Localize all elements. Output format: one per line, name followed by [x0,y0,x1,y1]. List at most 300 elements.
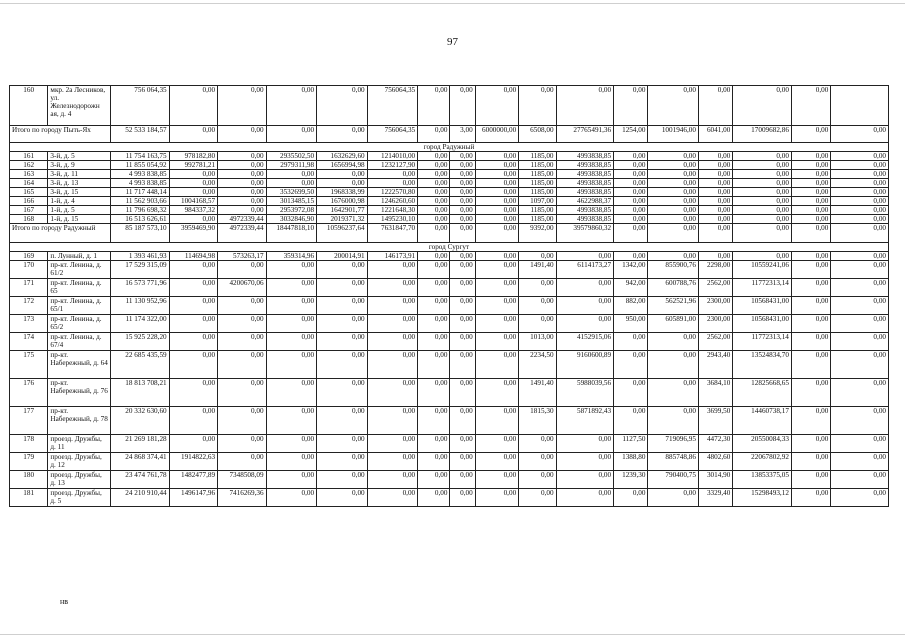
table-cell: пр-кт. Набережный, д. 64 [48,351,111,379]
table-cell: 0,00 [831,206,889,215]
table-cell: 0,00 [791,297,830,315]
table-cell: 0,00 [556,279,614,297]
table-cell: 0,00 [831,297,889,315]
table-cell: 0,00 [218,161,266,170]
table-cell: 3032846,90 [266,215,317,224]
table-cell: 0,00 [418,215,450,224]
table-cell: 0,00 [218,333,266,351]
table-cell: 0,00 [475,435,518,453]
table-cell: 85 187 573,10 [111,224,170,243]
table-cell: 0,00 [418,279,450,297]
table-cell: 181 [10,489,48,507]
table-cell: 0,00 [218,261,266,279]
table-cell: 10559241,06 [733,261,792,279]
table-cell: 11 174 322,00 [111,315,170,333]
table-cell: 0,00 [556,86,614,126]
table-cell: 0,00 [733,224,792,243]
table-cell: 2300,00 [698,297,732,315]
table-cell: 0,00 [317,126,368,143]
table-cell: 0,00 [733,252,792,261]
table-cell: 0,00 [450,279,475,297]
table-cell: 0,00 [450,224,475,243]
table-cell: 4993838,85 [556,188,614,197]
table-cell: 0,00 [418,188,450,197]
table-cell: 179 [10,453,48,471]
table-cell: 1001946,00 [648,126,699,143]
table-cell: 0,00 [367,351,418,379]
table-cell: 0,00 [266,471,317,489]
table-cell: 562521,96 [648,297,699,315]
table-cell: 0,00 [475,297,518,315]
table-cell: 3699,50 [698,407,732,435]
table-cell: 0,00 [418,126,450,143]
table-cell: 0,00 [698,161,732,170]
table-cell: 0,00 [367,170,418,179]
table-cell: 0,00 [791,215,830,224]
table-cell: 0,00 [791,252,830,261]
table-cell: 3329,40 [698,489,732,507]
table-cell: 0,00 [733,206,792,215]
table-cell: 756064,35 [367,86,418,126]
table-cell: 0,00 [648,197,699,206]
table-cell: 0,00 [418,435,450,453]
table-cell: 0,00 [614,489,648,507]
table-cell: 1221648,30 [367,206,418,215]
table-cell: 0,00 [475,351,518,379]
table-cell: 0,00 [367,179,418,188]
table-cell: 1815,30 [519,407,556,435]
table-cell: 0,00 [831,179,889,188]
table-cell: 165 [10,188,48,197]
table-row [10,86,889,126]
table-cell: 171 [10,279,48,297]
table-cell: 0,00 [266,407,317,435]
table-cell: 0,00 [418,379,450,407]
table-cell: 0,00 [831,152,889,161]
table-row [10,179,889,188]
table-cell: 0,00 [791,206,830,215]
table-cell: пр-кт. Набережный, д. 76 [48,379,111,407]
table-cell: проезд. Дружбы, д. 12 [48,453,111,471]
table-cell: 1 393 461,93 [111,252,170,261]
table-cell: 0,00 [831,170,889,179]
table-cell: 0,00 [450,333,475,351]
table-cell: 170 [10,261,48,279]
table-cell: 11 717 448,14 [111,188,170,197]
table-cell: 0,00 [698,206,732,215]
table-cell: 0,00 [648,152,699,161]
table-cell: 0,00 [791,489,830,507]
table-cell: 0,00 [614,252,648,261]
table-cell: 0,00 [475,453,518,471]
table-cell: 0,00 [450,315,475,333]
table-cell: 0,00 [317,489,368,507]
table-cell: 0,00 [614,161,648,170]
table-cell: 0,00 [519,489,556,507]
table-cell: 0,00 [450,261,475,279]
table-cell: 0,00 [831,315,889,333]
table-cell: 0,00 [614,333,648,351]
table-cell: 978182,80 [169,152,217,161]
table-cell: 885748,86 [648,453,699,471]
footer-mark: нв [60,597,69,606]
table-cell: 0,00 [367,297,418,315]
table-cell: 719096,95 [648,435,699,453]
table-cell: 0,00 [614,206,648,215]
table-cell: 0,00 [367,333,418,351]
table-cell: 0,00 [450,379,475,407]
table-cell: 14460738,17 [733,407,792,435]
table-cell: 6114173,27 [556,261,614,279]
table-cell [831,86,889,126]
table-cell: 0,00 [266,279,317,297]
table-cell: 6041,00 [698,126,732,143]
table-cell: 0,00 [648,215,699,224]
table-cell: 52 533 184,57 [111,126,170,143]
table-cell: 0,00 [418,471,450,489]
table-cell: 180 [10,471,48,489]
table-cell: 0,00 [266,489,317,507]
table-cell: 16 513 626,61 [111,215,170,224]
table-cell: 0,00 [218,435,266,453]
table-cell: 24 210 910,44 [111,489,170,507]
table-cell: 0,00 [733,197,792,206]
table-cell: 0,00 [791,315,830,333]
scan-bottom-edge [0,634,905,635]
table-cell: 7416269,36 [218,489,266,507]
table-row [10,453,889,471]
table-cell: 0,00 [418,170,450,179]
table-row [10,261,889,279]
table-cell: 11 130 952,96 [111,297,170,315]
table-cell: 0,00 [614,224,648,243]
table-cell: 1239,30 [614,471,648,489]
table-cell: 0,00 [791,86,830,126]
table-row [10,315,889,333]
table-cell: 0,00 [367,315,418,333]
table-cell: 0,00 [418,333,450,351]
table-cell: 0,00 [475,215,518,224]
table-cell: 0,00 [648,170,699,179]
table-cell: 0,00 [698,170,732,179]
table-cell: 1185,00 [519,206,556,215]
table-cell: 0,00 [831,252,889,261]
table-cell: 0,00 [475,279,518,297]
table-cell: 0,00 [791,435,830,453]
table-cell: 3-й, д. 11 [48,170,111,179]
table-cell: 0,00 [418,261,450,279]
table-cell: 0,00 [475,261,518,279]
table-cell: 178 [10,435,48,453]
table-cell: 0,00 [450,206,475,215]
table-cell: 0,00 [266,453,317,471]
table-cell: 0,00 [418,197,450,206]
table-cell: 0,00 [317,179,368,188]
table-cell: 0,00 [475,152,518,161]
table-cell: пр-кт. Ленина, д. 65 [48,279,111,297]
table-cell: 4993838,85 [556,206,614,215]
table-cell: 11 562 903,66 [111,197,170,206]
table-cell: 0,00 [317,379,368,407]
table-cell: 3-й, д. 15 [48,188,111,197]
table-cell: 984337,32 [169,206,217,215]
table-cell: 4993838,85 [556,215,614,224]
table-cell: 0,00 [317,279,368,297]
table-cell: 0,00 [317,315,368,333]
table-cell: 0,00 [266,86,317,126]
scan-top-edge [0,3,905,4]
table-cell: 0,00 [450,188,475,197]
table-cell: 0,00 [169,188,217,197]
table-cell: 0,00 [831,471,889,489]
table-cell: 0,00 [169,126,217,143]
table-cell: 1254,00 [614,126,648,143]
table-cell: 6508,00 [519,126,556,143]
table-cell: 10568431,00 [733,297,792,315]
table-cell: 24 868 374,41 [111,453,170,471]
table-cell: 0,00 [556,297,614,315]
table-cell: 0,00 [733,188,792,197]
table-cell: 0,00 [556,315,614,333]
table-cell: 0,00 [614,197,648,206]
table-cell: 2562,00 [698,333,732,351]
table-cell: 1656994,98 [317,161,368,170]
table-cell: 0,00 [791,188,830,197]
table-cell: 4993838,85 [556,170,614,179]
table-cell: 0,00 [648,252,699,261]
table-cell: 1388,80 [614,453,648,471]
table-cell: 9392,00 [519,224,556,243]
table-cell: 0,00 [791,161,830,170]
table-cell: 0,00 [791,407,830,435]
table-cell: 0,00 [266,435,317,453]
table-cell: 0,00 [317,297,368,315]
total-row [10,224,889,243]
table-cell: 0,00 [698,179,732,188]
table-cell: 359314,96 [266,252,317,261]
table-cell: 1676000,98 [317,197,368,206]
table-cell: 4 993 838,85 [111,179,170,188]
table-cell: 0,00 [791,453,830,471]
table-cell: 0,00 [169,215,217,224]
table-cell: 0,00 [475,471,518,489]
table-row [10,215,889,224]
table-cell: 0,00 [698,224,732,243]
table-cell: 1222570,80 [367,188,418,197]
table-cell: 0,00 [218,179,266,188]
table-cell: 0,00 [614,215,648,224]
table-cell: 0,00 [169,379,217,407]
table-cell: 0,00 [418,407,450,435]
table-cell: 0,00 [475,379,518,407]
table-cell: 0,00 [266,315,317,333]
table-cell: 0,00 [218,379,266,407]
table-cell: 0,00 [218,351,266,379]
table-cell: 17009682,86 [733,126,792,143]
table-row [10,188,889,197]
table-cell: 0,00 [266,170,317,179]
table-cell: 174 [10,333,48,351]
table-cell: 0,00 [418,315,450,333]
table-cell: 0,00 [614,407,648,435]
table-cell: проезд. Дружбы, д. 13 [48,471,111,489]
table-cell: 1232127,90 [367,161,418,170]
table-cell: 2562,00 [698,279,732,297]
table-cell: 0,00 [266,297,317,315]
table-cell: 2943,40 [698,351,732,379]
table-cell: 0,00 [791,224,830,243]
table-cell: 27765491,36 [556,126,614,143]
table-cell: 168 [10,215,48,224]
table-cell: 4972339,44 [218,215,266,224]
table-cell: 0,00 [791,152,830,161]
table-cell: 10596237,64 [317,224,368,243]
table-cell: 0,00 [367,407,418,435]
table-cell: 0,00 [218,453,266,471]
table-cell: 0,00 [831,188,889,197]
table-cell: 1214010,00 [367,152,418,161]
table-cell: 6000000,00 [475,126,518,143]
table-cell: 3-й, д. 5 [48,152,111,161]
table-cell: 146173,91 [367,252,418,261]
table-cell: 20550084,33 [733,435,792,453]
table-cell: 1491,40 [519,261,556,279]
table-cell: 0,00 [614,351,648,379]
table-cell: 4993838,85 [556,152,614,161]
table-cell: 0,00 [831,435,889,453]
table-cell: 1482477,89 [169,471,217,489]
table-cell: 605891,00 [648,315,699,333]
table-cell: 0,00 [648,351,699,379]
table-cell: 2300,00 [698,315,732,333]
table-cell: 3,00 [450,126,475,143]
table-cell: пр-кт. Ленина, д. 67/4 [48,333,111,351]
table-cell: 16 573 771,96 [111,279,170,297]
table-cell: 0,00 [169,315,217,333]
table-cell: 1642901,77 [317,206,368,215]
table-cell: 0,00 [169,170,217,179]
table-cell: 11772313,14 [733,279,792,297]
table-cell: 22 685 435,59 [111,351,170,379]
table-cell: 855900,76 [648,261,699,279]
table-cell: 0,00 [831,379,889,407]
table-cell: 4993838,85 [556,161,614,170]
table-cell: 0,00 [218,152,266,161]
table-cell: 0,00 [169,86,217,126]
table-cell: 0,00 [317,407,368,435]
table-cell: 0,00 [418,453,450,471]
table-cell: 1-й, д. 4 [48,197,111,206]
table-cell: 0,00 [317,471,368,489]
table-cell: 3684,10 [698,379,732,407]
table-cell: 0,00 [614,170,648,179]
table-cell: 23 474 761,78 [111,471,170,489]
table-cell: 1491,40 [519,379,556,407]
table-cell: 1013,00 [519,333,556,351]
table-cell: 4802,60 [698,453,732,471]
table-cell: 2979311,98 [266,161,317,170]
table-cell: 0,00 [648,161,699,170]
section-row [10,243,889,252]
table-cell: 0,00 [698,197,732,206]
table-cell: 0,00 [317,170,368,179]
table-cell: 0,00 [450,252,475,261]
table-cell [10,143,889,152]
table-cell: 0,00 [831,407,889,435]
table-cell: 20 332 630,60 [111,407,170,435]
table-cell: 0,00 [614,188,648,197]
table-cell: 0,00 [218,126,266,143]
table-cell: 4472,30 [698,435,732,453]
table-cell: 0,00 [450,489,475,507]
table-cell: 0,00 [475,188,518,197]
table-cell: 161 [10,152,48,161]
table-cell: 0,00 [450,215,475,224]
table-cell: 1004168,57 [169,197,217,206]
table-cell: 0,00 [169,297,217,315]
table-cell: 1185,00 [519,188,556,197]
table-row [10,297,889,315]
table-cell: 1496147,96 [169,489,217,507]
table-cell: 0,00 [450,435,475,453]
table-cell: 2953972,08 [266,206,317,215]
table-cell: 0,00 [648,224,699,243]
table-cell: 0,00 [266,379,317,407]
table-cell: 0,00 [218,86,266,126]
section-row [10,143,889,152]
table-cell: 0,00 [266,179,317,188]
table-cell: 1185,00 [519,152,556,161]
table-cell: 600788,76 [648,279,699,297]
table-cell: 0,00 [450,152,475,161]
table-cell: 0,00 [266,333,317,351]
table-cell: 13853375,05 [733,471,792,489]
table-cell: 0,00 [266,261,317,279]
table-cell: 0,00 [418,206,450,215]
table-cell: 11 796 698,32 [111,206,170,215]
table-cell: 21 269 181,28 [111,435,170,453]
table-cell: 162 [10,161,48,170]
table-cell: 0,00 [169,261,217,279]
table-cell: 0,00 [556,453,614,471]
table-cell: 0,00 [450,179,475,188]
table-cell: 1097,00 [519,197,556,206]
table-cell: 3532699,50 [266,188,317,197]
table-cell: 0,00 [614,86,648,126]
table-cell: 0,00 [367,279,418,297]
table-cell: 0,00 [648,379,699,407]
total-row [10,126,889,143]
table-row [10,152,889,161]
table-cell: 0,00 [831,351,889,379]
table-cell: 0,00 [733,152,792,161]
table-cell: 0,00 [418,179,450,188]
table-cell: 0,00 [648,489,699,507]
table-cell: 0,00 [519,86,556,126]
table-cell: Итого по городу Пыть-Ях [10,126,111,143]
table-cell: 0,00 [367,379,418,407]
table-cell: 0,00 [317,261,368,279]
table-cell: 11 754 163,75 [111,152,170,161]
table-cell: 9160600,89 [556,351,614,379]
table-cell: 0,00 [450,407,475,435]
table-cell: 0,00 [317,435,368,453]
table-cell: 0,00 [831,215,889,224]
table-cell: 0,00 [648,407,699,435]
table-cell: 0,00 [418,489,450,507]
table-cell: 0,00 [648,333,699,351]
table-cell: 172 [10,297,48,315]
